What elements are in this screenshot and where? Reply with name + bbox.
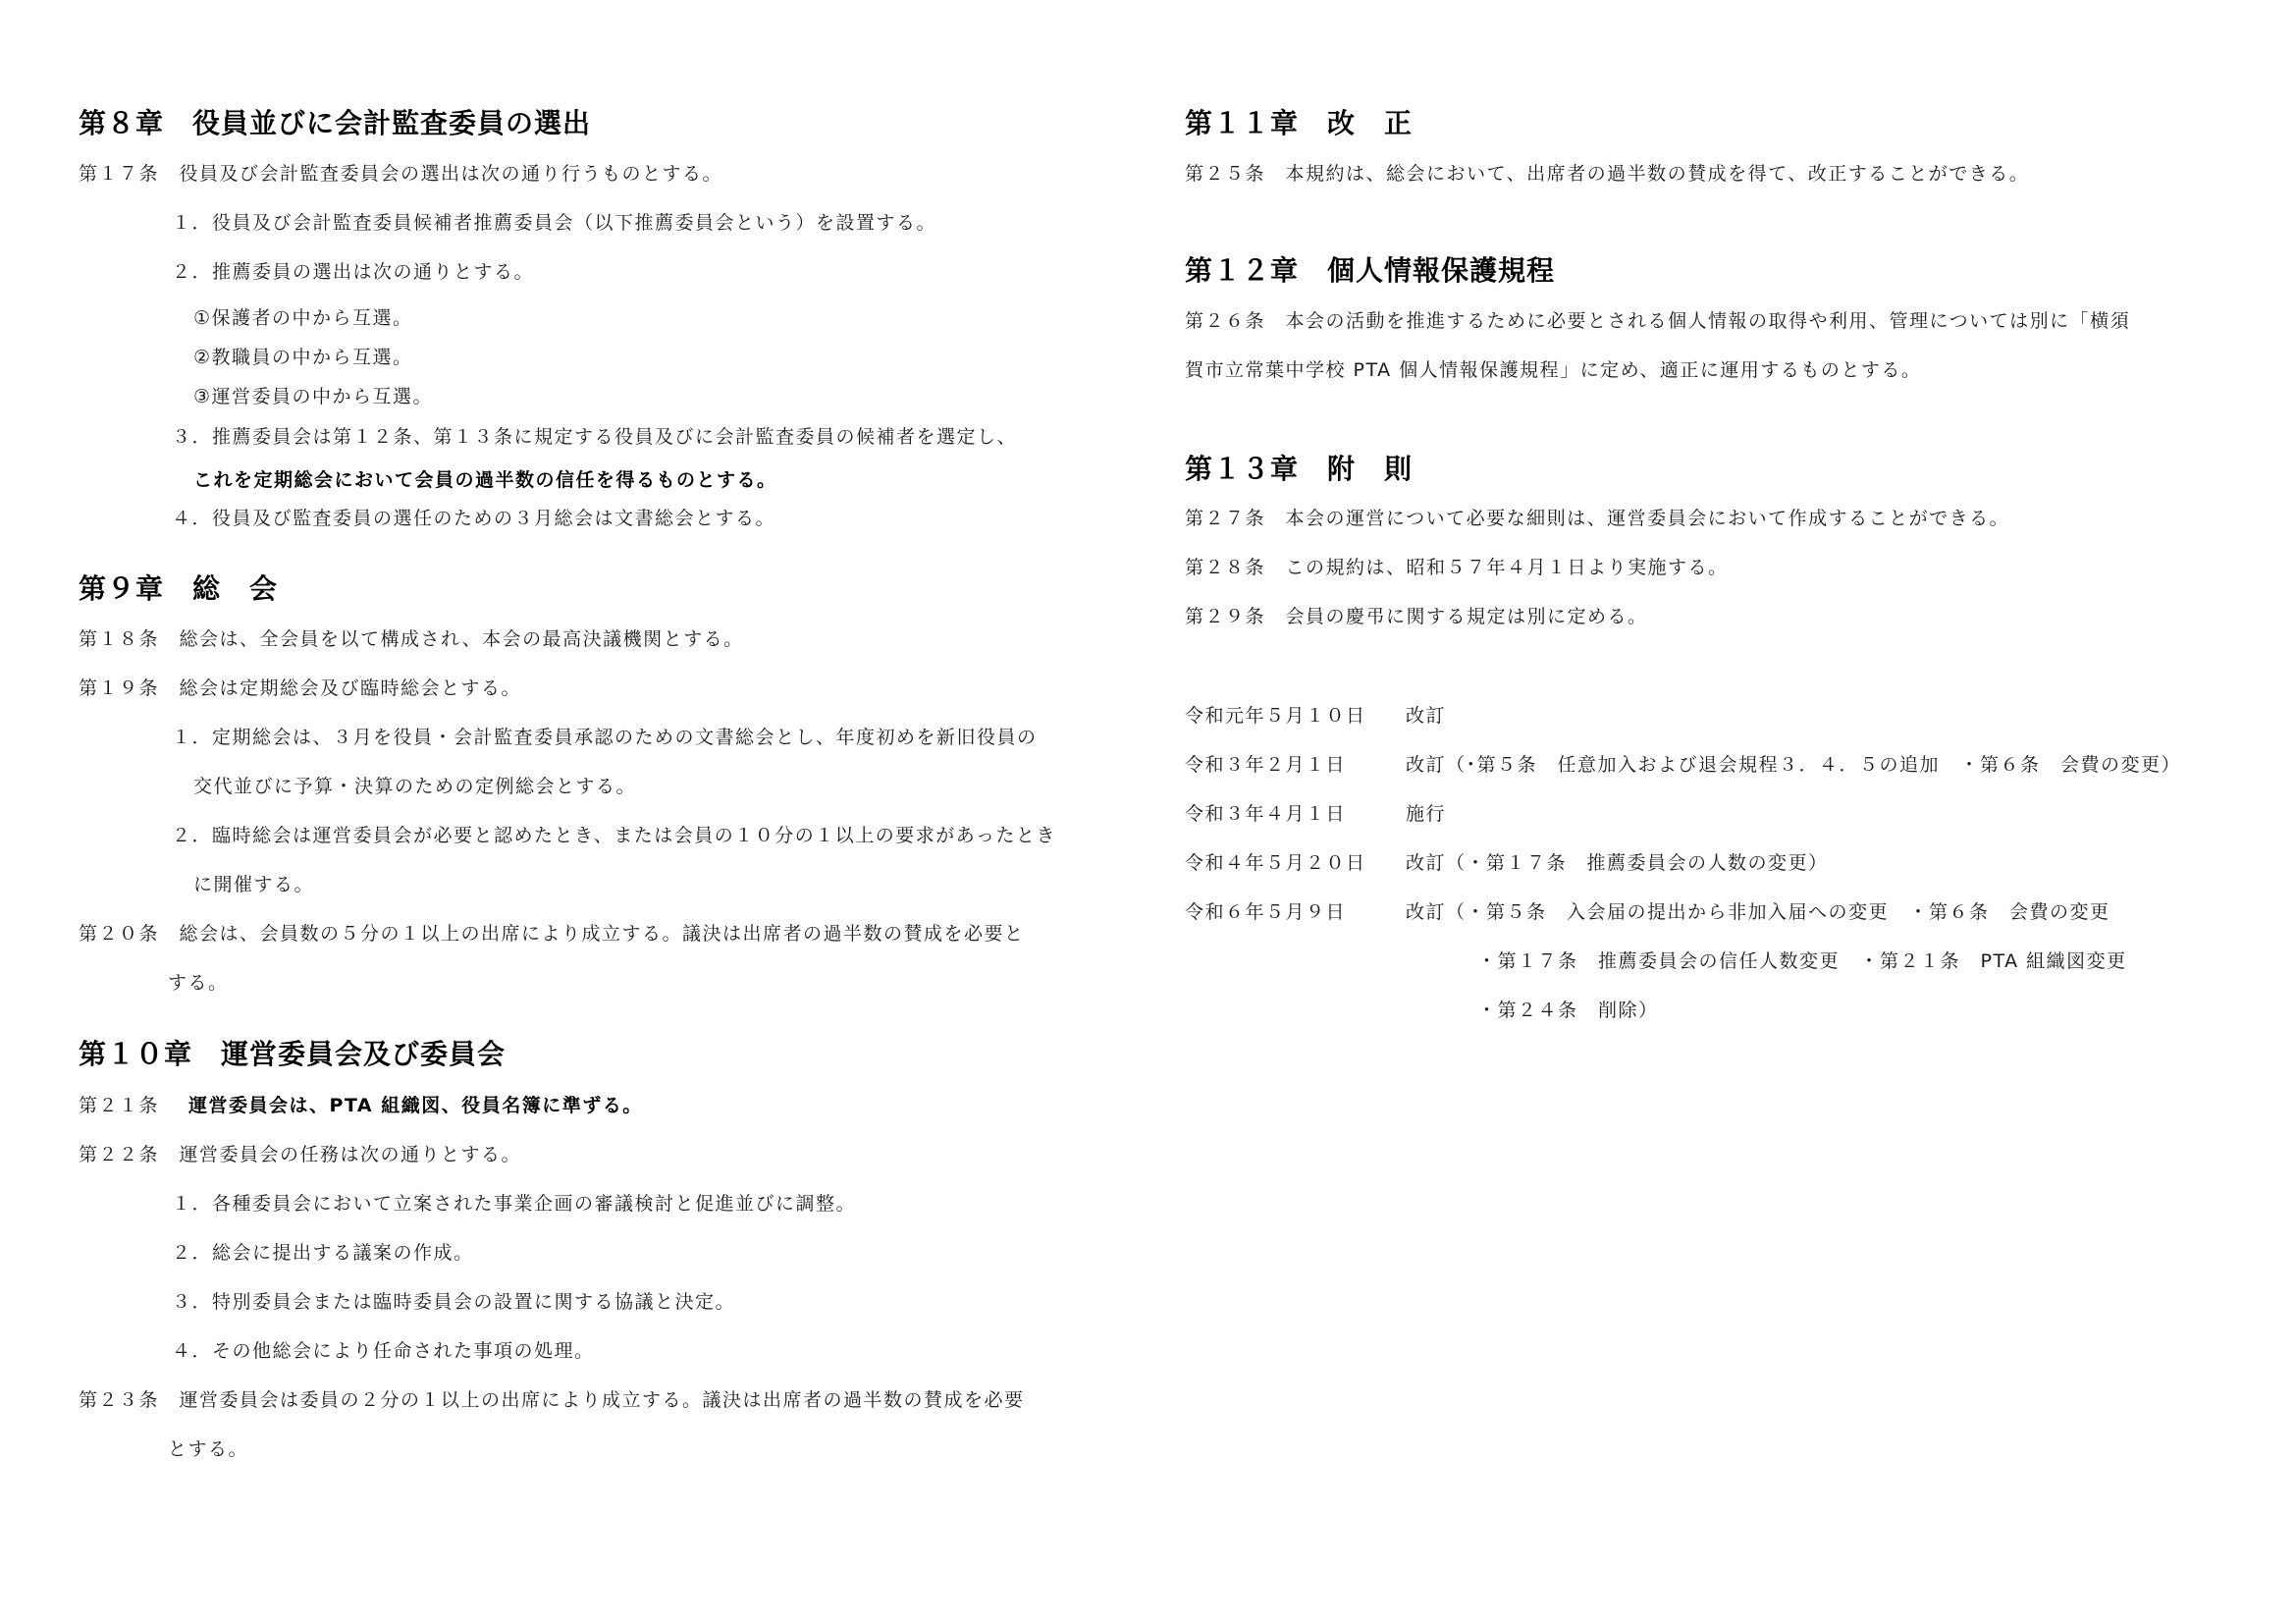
history-date: 令和元年５月１０日 [1185, 705, 1366, 727]
history-row [1185, 703, 1446, 729]
article-28: 第２８条 この規約は、昭和５７年４月１日より実施する。 [1185, 557, 1729, 578]
article-26: 第２６条 本会の活動を推進するために必要とされる個人情報の取得や利用、管理については別に「横須 [1185, 310, 2131, 332]
article-17-sub-1: ①保護者の中から互選。 [193, 307, 413, 329]
article-17-item-3-continued: これを定期総会において会員の過半数の信任を得るものとする。 [193, 469, 777, 491]
article-20-continued: する。 [168, 972, 229, 994]
history-text: ・第１７条 推薦委員会の信任人数変更 ・第２１条 PTA 組織図変更 [1477, 950, 2127, 972]
article-25: 第２５条 本規約は、総会において、出席者の過半数の賛成を得て、改正することができる。 [1185, 163, 2030, 185]
history-text: 改訂（・第５条 入会届の提出から非加入届への変更 ・第６条 会費の変更 [1406, 901, 2110, 923]
article-22-item-1: １．各種委員会において立案された事業企画の審議検討と促進並びに調整。 [172, 1193, 857, 1215]
history-row [1185, 899, 2110, 925]
history-text: 改訂（・第１７条 推薦委員会の人数の変更） [1406, 852, 1829, 874]
history-date: 令和３年２月１日 [1185, 754, 1347, 776]
article-22: 第２２条 運営委員会の任務は次の通りとする。 [79, 1144, 522, 1165]
history-text: 改訂 [1406, 705, 1447, 727]
article-21-label: 第２１条 [79, 1095, 160, 1116]
history-text: 改訂（･第５条 任意加入および退会規程３．４．５の追加 ・第６条 会費の変更） [1406, 754, 2182, 776]
article-29: 第２９条 会員の慶弔に関する規定は別に定める。 [1185, 606, 1648, 627]
article-20: 第２０条 総会は、会員数の５分の１以上の出席により成立する。議決は出席者の過半数の賛成を必要と [79, 923, 1025, 945]
article-17-item-1: １．役員及び会計監査委員候補者推薦委員会（以下推薦委員会という）を設置する。 [172, 212, 937, 234]
history-row [1185, 801, 1446, 827]
chapter-12-heading: 第１２章 個人情報保護規程 [1185, 254, 1556, 287]
history-row-continued [1477, 948, 2127, 974]
article-19-item-2: ２．臨時総会は運営委員会が必要と認めたとき、または会員の１０分の１以上の要求があったとき [172, 825, 1057, 846]
history-row [1185, 752, 2181, 778]
chapter-8-heading: 第８章 役員並びに会計監査委員の選出 [79, 107, 592, 139]
history-text: 施行 [1406, 803, 1447, 825]
article-18: 第１８条 総会は、全会員を以て構成され、本会の最高決議機関とする。 [79, 628, 744, 650]
article-27: 第２７条 本会の運営について必要な細則は、運営委員会において作成することができる。 [1185, 508, 2010, 529]
article-22-item-3: ３．特別委員会または臨時委員会の設置に関する協議と決定。 [172, 1291, 736, 1313]
article-22-item-4: ４．その他総会により任命された事項の処理。 [172, 1340, 595, 1362]
chapter-13-heading: 第１３章 附 則 [1185, 453, 1414, 485]
article-17-sub-3: ③運営委員の中から互選。 [193, 386, 434, 407]
article-23: 第２３条 運営委員会は委員の２分の１以上の出席により成立する。議決は出席者の過半数の賛成を必要 [79, 1389, 1025, 1411]
history-date: 令和６年５月９日 [1185, 901, 1347, 923]
history-text: ・第２４条 削除） [1477, 1000, 1659, 1021]
article-23-continued: とする。 [168, 1438, 249, 1460]
article-21-text: 運営委員会は、PTA 組織図、役員名簿に準ずる。 [188, 1095, 643, 1116]
chapter-9-heading: 第９章 総 会 [79, 572, 279, 605]
article-22-item-2: ２．総会に提出する議案の作成。 [172, 1242, 474, 1264]
article-26-continued: 賀市立常葉中学校 PTA 個人情報保護規程」に定め、適正に運用するものとする。 [1185, 359, 1922, 381]
article-19-item-1-continued: 交代並びに予算・決算のための定例総会とする。 [193, 776, 637, 797]
chapter-11-heading: 第１１章 改 正 [1185, 107, 1414, 139]
article-19-item-1: １．定期総会は、３月を役員・会計監査委員承認のための文書総会とし、年度初めを新旧役員の [172, 727, 1038, 748]
article-17-item-2: ２．推薦委員の選出は次の通りとする。 [172, 261, 535, 283]
chapter-10-heading: 第１０章 運営委員会及び委員会 [79, 1038, 507, 1070]
history-row-continued [1477, 998, 1659, 1023]
history-date: 令和３年４月１日 [1185, 803, 1347, 825]
article-17-sub-2: ②教職員の中から互選。 [193, 347, 413, 368]
article-17-item-3: ３．推薦委員会は第１２条、第１３条に規定する役員及びに会計監査委員の候補者を選定し、 [172, 426, 1018, 448]
article-17-item-4: ４．役員及び監査委員の選任のための３月総会は文書総会とする。 [172, 508, 776, 529]
article-21 [79, 1093, 643, 1118]
article-19-item-2-continued: に開催する。 [193, 874, 315, 895]
article-17: 第１７条 役員及び会計監査委員会の選出は次の通り行うものとする。 [79, 163, 723, 185]
article-19: 第１９条 総会は定期総会及び臨時総会とする。 [79, 677, 522, 699]
history-row [1185, 850, 1829, 876]
history-date: 令和４年５月２０日 [1185, 852, 1366, 874]
